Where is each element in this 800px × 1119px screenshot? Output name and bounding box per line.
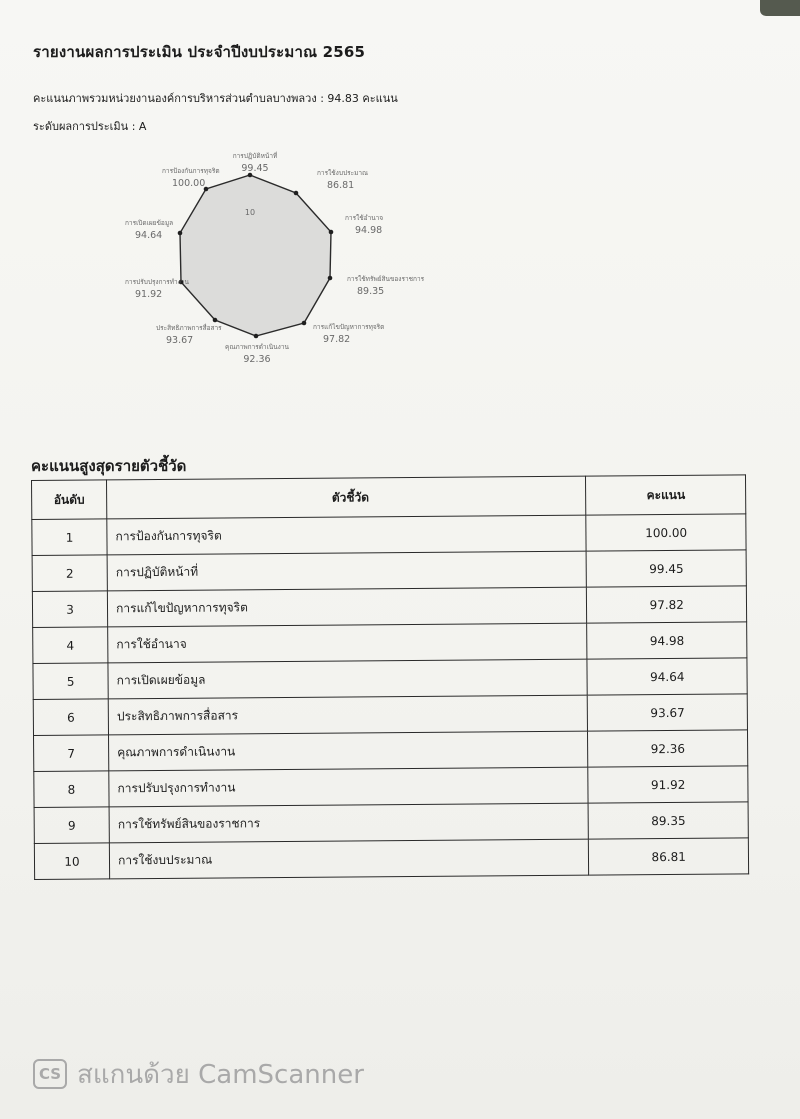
- rank-cell: 8: [34, 771, 109, 808]
- radar-axis-label: การใช้อำนาจ: [345, 214, 384, 222]
- radar-axis-label: การปรับปรุงการทำงาน: [125, 278, 189, 286]
- table-row: [34, 730, 748, 772]
- radar-center-tick: 10: [244, 208, 256, 217]
- rank-cell: 10: [34, 843, 109, 880]
- ranking-heading: คะแนนสูงสุดรายตัวชี้วัด: [31, 457, 187, 475]
- score-cell: 91.92: [588, 766, 748, 803]
- radar-value-label: 92.36: [243, 354, 271, 365]
- indicator-cell: ประสิทธิภาพการสื่อสาร: [108, 695, 588, 735]
- indicator-cell: การปฏิบัติหน้าที่: [107, 551, 587, 591]
- rank-cell: 2: [32, 555, 107, 592]
- radar-value-label: 99.45: [241, 163, 269, 174]
- radar-value-label: 91.92: [135, 289, 163, 300]
- column-header-indicator: ตัวชี้วัด: [107, 476, 587, 519]
- camscanner-watermark: [33, 1054, 364, 1094]
- radar-axis-label: การป้องกันการทุจริต: [162, 167, 220, 175]
- table-row: [33, 622, 747, 664]
- table-header-row: [32, 475, 746, 520]
- table-row: [34, 766, 748, 808]
- radar-value-label: 94.64: [135, 230, 163, 241]
- radar-point: [294, 191, 299, 196]
- rank-cell: 5: [33, 663, 108, 700]
- indicator-cell: การใช้ทรัพย์สินของราชการ: [109, 803, 589, 843]
- indicator-cell: การเปิดเผยข้อมูล: [108, 659, 588, 699]
- column-header-score: คะแนน: [586, 475, 746, 515]
- ranking-table: [31, 474, 749, 880]
- rank-cell: 4: [33, 627, 108, 664]
- radar-value-label: 89.35: [357, 286, 385, 297]
- radar-chart: [110, 145, 460, 370]
- radar-point: [213, 318, 218, 323]
- table-row: [33, 658, 747, 700]
- watermark-text: สแกนด้วย CamScanner: [77, 1059, 364, 1090]
- rank-cell: 1: [32, 519, 107, 556]
- radar-point: [328, 276, 333, 281]
- radar-value-label: 100.00: [172, 178, 206, 189]
- score-cell: 92.36: [588, 730, 748, 767]
- camscanner-logo-icon: CS: [33, 1059, 67, 1089]
- radar-axis-label: การปฏิบัติหน้าที่: [232, 152, 278, 160]
- score-cell: 94.98: [587, 622, 747, 659]
- column-header-rank: อันดับ: [32, 480, 107, 520]
- indicator-cell: คุณภาพการดำเนินงาน: [109, 731, 589, 771]
- indicator-cell: การใช้อำนาจ: [108, 623, 588, 663]
- rank-cell: 7: [34, 735, 109, 772]
- indicator-cell: การแก้ไขปัญหาการทุจริต: [107, 587, 587, 627]
- radar-axis-label: การเปิดเผยข้อมูล: [125, 219, 174, 227]
- table-row: [34, 802, 748, 844]
- score-cell: 86.81: [589, 838, 749, 875]
- table-row: [34, 838, 748, 880]
- radar-polygon: [180, 175, 331, 336]
- radar-value-label: 94.98: [355, 225, 383, 236]
- radar-axis-label: การใช้ทรัพย์สินของราชการ: [347, 275, 425, 283]
- radar-point: [329, 230, 334, 235]
- rank-cell: 3: [32, 591, 107, 628]
- table-row: [32, 550, 746, 592]
- indicator-cell: การป้องกันการทุจริต: [107, 515, 587, 555]
- radar-axis-label: การใช้งบประมาณ: [317, 169, 369, 177]
- score-cell: 97.82: [587, 586, 747, 623]
- score-cell: 89.35: [589, 802, 749, 839]
- assessment-level-line: ระดับผลการประเมิน : A: [33, 120, 147, 133]
- radar-value-label: 86.81: [327, 180, 355, 191]
- report-title: รายงานผลการประเมิน ประจำปีงบประมาณ 2565: [33, 43, 366, 61]
- radar-point: [254, 334, 259, 339]
- score-cell: 94.64: [587, 658, 747, 695]
- score-cell: 93.67: [588, 694, 748, 731]
- rank-cell: 9: [34, 807, 109, 844]
- indicator-cell: การใช้งบประมาณ: [109, 839, 589, 879]
- page-corner-tab: [760, 0, 800, 16]
- rank-cell: 6: [33, 699, 108, 736]
- radar-value-label: 97.82: [323, 334, 351, 345]
- radar-value-label: 93.67: [166, 335, 194, 346]
- indicator-cell: การปรับปรุงการทำงาน: [109, 767, 589, 807]
- score-cell: 99.45: [587, 550, 747, 587]
- table-row: [32, 514, 746, 556]
- score-cell: 100.00: [586, 514, 746, 551]
- radar-axis-label: คุณภาพการดำเนินงาน: [225, 343, 289, 351]
- radar-axis-label: การแก้ไขปัญหาการทุจริต: [313, 323, 385, 331]
- radar-point: [178, 231, 183, 236]
- overall-score-line: คะแนนภาพรวมหน่วยงานองค์การบริหารส่วนตำบลบางพลวง : 94.83 คะแนน: [33, 92, 398, 105]
- radar-point: [302, 321, 307, 326]
- radar-axis-label: ประสิทธิภาพการสื่อสาร: [156, 324, 222, 332]
- table-row: [32, 586, 746, 628]
- table-row: [33, 694, 747, 736]
